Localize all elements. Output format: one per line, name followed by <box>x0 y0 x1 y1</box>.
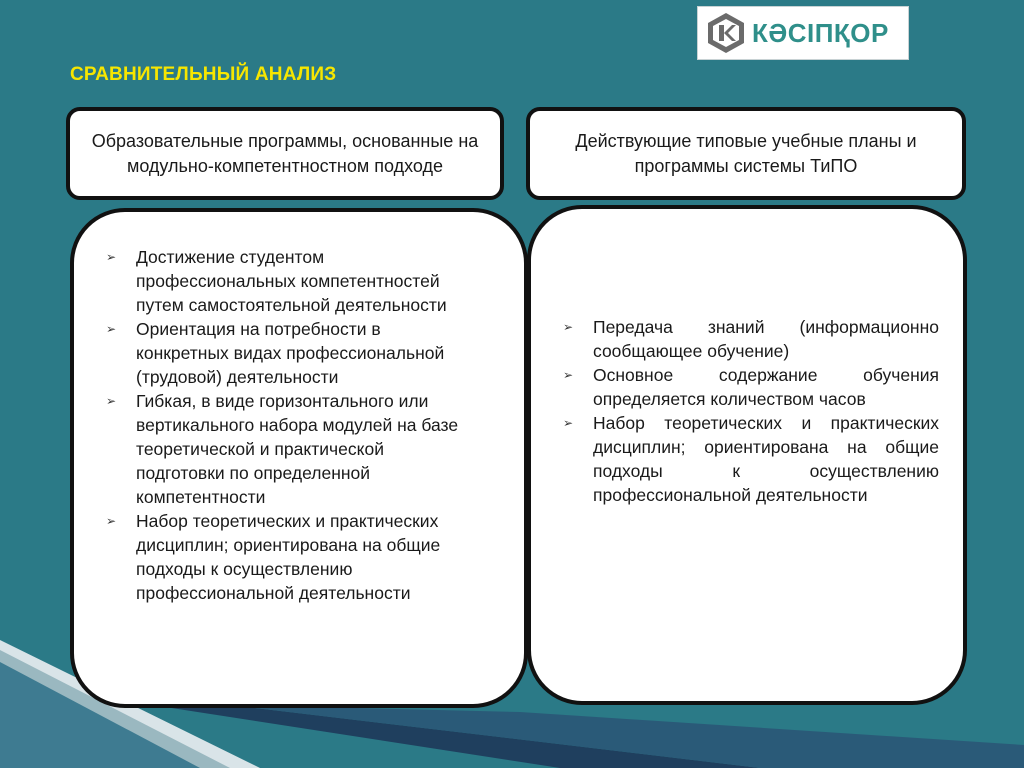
arrow-bullet-icon: ➢ <box>106 322 117 336</box>
list-item: ➢ Набор теоретических и практических дисциплин; ориентирована на общие подходы к осуществлению профессиональной деятельности <box>563 413 939 505</box>
right-bullet-list <box>563 315 939 507</box>
list-item: ➢ Набор теоретических и практических дисциплин; ориентирована на общие подходы к осуществлению профессиональной деятельности <box>106 511 441 603</box>
brand-logo <box>697 6 909 60</box>
list-item: ➢ Ориентация на потребности в конкретных видах профессиональной (трудовой) деятельности <box>106 319 445 387</box>
left-bullet-list <box>106 245 472 605</box>
left-column-header: Образовательные программы, основанные на модульно-компетентностном подходе <box>66 107 504 200</box>
arrow-bullet-icon: ➢ <box>563 320 574 334</box>
logo-text: КӘСІПҚОР <box>752 17 889 48</box>
right-column-header: Действующие типовые учебные планы и программы системы ТиПО <box>526 107 966 200</box>
right-content-panel <box>527 205 967 705</box>
list-item: ➢ Передача знаний (информационно сообщающее обучение) <box>563 317 939 361</box>
arrow-bullet-icon: ➢ <box>106 514 117 528</box>
k-hexagon-logo-icon <box>704 11 748 55</box>
arrow-bullet-icon: ➢ <box>563 368 574 382</box>
list-item: ➢ Гибкая, в виде горизонтального или вертикального набора модулей на базе теоретической и практической подготовки по определенной компетентности <box>106 391 459 507</box>
page-title: СРАВНИТЕЛЬНЫЙ АНАЛИЗ <box>70 64 337 85</box>
left-content-panel <box>70 208 528 708</box>
arrow-bullet-icon: ➢ <box>563 416 574 430</box>
arrow-bullet-icon: ➢ <box>106 394 117 408</box>
arrow-bullet-icon: ➢ <box>106 250 117 264</box>
list-item: ➢ Достижение студентом профессиональных компетентностей путем самостоятельной деятельности <box>106 247 447 315</box>
list-item: ➢ Основное содержание обучения определяется количеством часов <box>563 365 939 409</box>
